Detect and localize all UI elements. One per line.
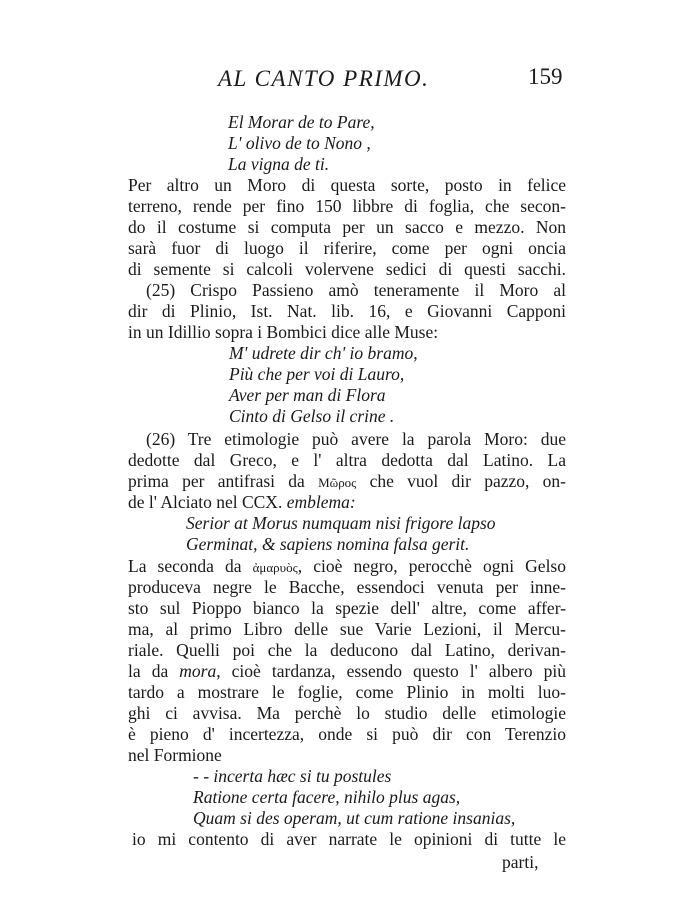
text-run: de l' Alciato nel CCX. xyxy=(128,492,283,512)
verse-line: L' olivo de to Nono , xyxy=(228,133,371,153)
prose-line-note-26: (26) Tre etimologie può avere la parola Moro: due xyxy=(146,429,566,449)
italic-word: emblema: xyxy=(286,492,356,512)
greek-word: Μῶρος xyxy=(318,475,357,490)
text-run: prima per antifrasi da xyxy=(128,471,305,491)
prose-line xyxy=(128,492,356,513)
text-run: , cioè negro, perocchè ogni Gelso xyxy=(297,556,566,576)
greek-word: ἀμαρυὸς xyxy=(252,560,298,575)
text-run: la da xyxy=(128,661,169,681)
prose-line: terreno, rende per fino 150 libbre di foglia, che secon- xyxy=(128,196,566,216)
prose-line: ma, al primo Libro delle sue Varie Lezioni, il Mercu- xyxy=(128,619,566,639)
prose-line: produceva negre le Bacche, essendoci venuta per inne- xyxy=(128,577,566,597)
prose-line: riale. Quelli poi che la deducono dal Latino, derivan- xyxy=(128,640,566,660)
running-title: AL CANTO PRIMO. xyxy=(218,66,430,91)
prose-line: nel Formione xyxy=(128,745,222,765)
verse-line: Germinat, & sapiens nomina falsa gerit. xyxy=(186,534,470,554)
verse-line: Aver per man di Flora xyxy=(229,385,386,405)
verse-line: - - incerta hæc si tu postules xyxy=(193,766,392,786)
verse-line: M' udrete dir ch' io bramo, xyxy=(229,343,418,363)
prose-line: Per altro un Moro di questa sorte, posto in felice xyxy=(128,175,566,195)
page-number: 159 xyxy=(528,64,563,89)
text-run: che vuol dir pazzo, on- xyxy=(369,471,566,491)
prose-line: di semente si calcoli volervene sedici di questi sacchi. xyxy=(128,259,566,279)
verse-line: Quam si des operam, ut cum ratione insanias, xyxy=(193,808,516,828)
verse-line: Più che per voi di Lauro, xyxy=(229,364,405,384)
verse-line: Cinto di Gelso il crine . xyxy=(229,406,395,426)
prose-line xyxy=(128,661,566,682)
prose-line: do il costume si computa per un sacco e mezzo. Non xyxy=(128,217,566,237)
prose-line: dedotte dal Greco, e l' altra dedotta dal Latino. La xyxy=(128,450,566,470)
italic-word: mora xyxy=(179,661,217,681)
catchword: parti, xyxy=(502,852,539,872)
text-run: , cioè tardanza, essendo questo l' albero più xyxy=(216,661,566,681)
prose-line: ghi ci avvisa. Ma perchè lo studio delle etimologie xyxy=(128,703,566,723)
prose-line xyxy=(128,556,566,578)
prose-line-note-25: (25) Crispo Passieno amò teneramente il Moro al xyxy=(146,280,566,300)
prose-line: io mi contento di aver narrate le opinioni di tutte le xyxy=(132,829,566,849)
prose-line: dir di Plinio, Ist. Nat. lib. 16, e Giovanni Capponi xyxy=(128,301,566,321)
verse-line: El Morar de to Pare, xyxy=(228,112,375,132)
prose-line: è pieno d' incertezza, onde si può dir con Terenzio xyxy=(128,724,566,744)
verse-line: Serior at Morus numquam nisi frigore lapso xyxy=(186,513,496,533)
prose-line xyxy=(128,471,566,493)
prose-line: sarà fuor di luogo il riferire, come per ogni oncia xyxy=(128,238,566,258)
prose-line: sto sul Pioppo bianco la spezie dell' altre, come affer- xyxy=(128,598,566,618)
text-run: La seconda da xyxy=(128,556,242,576)
prose-line: tardo a mostrare le foglie, come Plinio in molti luo- xyxy=(128,682,566,702)
verse-line: Ratione certa facere, nihilo plus agas, xyxy=(193,787,461,807)
prose-line: in un Idillio sopra i Bombici dice alle Muse: xyxy=(128,322,439,342)
verse-line: La vigna de ti. xyxy=(228,154,330,174)
